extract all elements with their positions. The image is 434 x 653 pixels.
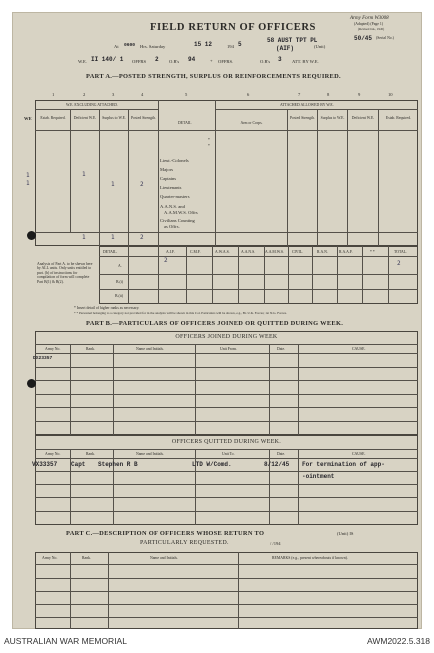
analysis-head-ran: R.A.N.: [317, 250, 328, 254]
we-side-label: WE: [24, 116, 32, 121]
col-num-8: 8: [327, 92, 330, 97]
rank-lt-col: Lieut.-Colonels: [160, 158, 189, 163]
head-arm-corps: Arm or Corps.: [240, 121, 263, 125]
quitted-head-unit: Unit To.: [222, 452, 235, 456]
punch-hole-bottom: [27, 379, 36, 388]
unit-label: (Unit): [314, 44, 326, 49]
at-label: At: [114, 44, 119, 49]
plus-sign: +: [210, 58, 213, 63]
joined-head-unit: Unit From.: [220, 347, 237, 351]
analysis-head-detail: DETAIL.: [103, 250, 118, 254]
quitted-cause-1: For termination of app-: [302, 461, 385, 468]
analysis-table: [99, 246, 418, 304]
quitted-head-rank: Rank.: [86, 452, 95, 456]
quitted-unit-to: LTD W/Comd.: [192, 461, 232, 468]
part-c-head-rank: Rank.: [82, 556, 91, 560]
head-surplus: Surplus to W.E.: [102, 116, 126, 120]
analysis-head-aif: A.I.F.: [166, 250, 175, 254]
unit-value: 58 AUST TPT PL: [267, 37, 318, 44]
quitted-rank: Capt: [71, 461, 86, 468]
col-num-6: 6: [247, 92, 250, 97]
analysis-row-a: A.: [118, 264, 122, 268]
quitted-cause-2: -ointment: [302, 473, 335, 480]
col-num-10: 10: [388, 92, 393, 97]
col-num-3: 3: [112, 92, 115, 97]
joined-head-army-no: Army No.: [45, 347, 61, 351]
footer-institution: AUSTRALIAN WAR MEMORIAL: [4, 636, 127, 646]
analysis-head-raaf: R.A.A.F.: [339, 250, 353, 254]
analysis-head-aamws: A.A.M.W.S.: [265, 250, 284, 254]
hrs-label: Hrs. Saturday: [140, 44, 166, 49]
rank-lieutenants: Lieutenants: [160, 185, 182, 190]
analysis-head-civil: CIVIL.: [292, 250, 304, 254]
hand-col1-a: 1: [26, 172, 30, 179]
serial-label: (Serial No.): [376, 36, 394, 40]
serial-value: 50/45: [354, 35, 373, 42]
col-num-9: 9: [358, 92, 361, 97]
head-posted-right: Posted Strength.: [290, 116, 315, 120]
att-allowed-heading: ATTACHED ALLOWED BY W.E.: [280, 103, 334, 107]
joined-head-rank: Rank.: [86, 347, 95, 351]
we-value: II 140/ 1: [91, 56, 124, 63]
rank-majors: Majors: [160, 167, 174, 172]
quitted-title: OFFICERS QUITTED DURING WEEK.: [171, 439, 282, 445]
part-c-unit-is: (Unit) IS: [337, 531, 354, 536]
ors-label: O.R's: [169, 59, 180, 64]
form-sheet: FIELD RETURN OF OFFICERS Army Form W3008 (Adapted) (Page 1) (Revised Jan., 1945) At 0600 Hrs. Saturday 15 12 194 5 58 AUST TPT PL (AIF) (Unit) 50/45 (Serial No.) W.E. II 140/ 1 OFFRS 2 O.R's 94 + OFFRS. O.R's 3 ATT. BY W.E. PART A.—POSTED STRENGTH, SURPLUS OR REINFORCEMENTS REQUIRED. 1 2 3 4 5 6 7 8 9 10 W.E. EXCLUDING ATTACHED. ATTACHED ALLOWED BY W.E. DETAIL WE Estab. Required. Deficient W.E. Surplus to W.E. Posted Strength. Arm or Corps. Posted Strength. Surplus to W.E. Deficient W.E. Estab. Required. * * Lieut.-Colonels Majors Captains Lieutenants Quarter-masters A.A.N.S. and A.A.M.W.S. Offrs Civilians Counting as Offrs. 1 1 1 1 2 1 1 2 Analysis of Part A. to be shewn here by ALL units. Only units entitled to part. (b) of instructions for compilation of form will complete Part B(1) & B(2). DETAIL. A.I.F. C.M.F. A.W.A.S. A.A.N.S. A.A.M.W.S. CIVIL. R.A.N. R.A.A.F. * * TOTAL. A. B.(i) B.(ii) 2 2 * Insert detail of higher ranks as necessary. * * Personnel belonging to a category not provided for in the analysis will be shown in this Col. Particulars will be shown, e.g., Br. U.K. Forces; 1st N.G. Forces. PART B.—PARTICULARS OF OFFICERS JOINED OR QUITTED DURING WEEK. OFFICERS JOINED DURING WEEK Army No. Rank. Name and Initials. Unit From. Date. CAUSE. DX23357 OFFICERS QUITTED DURING WEEK. Army No. Rank. Name and Initials. Unit To. Date. CAUSE. VX33357 Capt Stephen R B LTD W/Comd. 8/12/45 For termination of app- -ointment PART C.—DESCRIPTION OF OFFICERS WHOSE RETURN TO (Unit) IS PARTICULARLY REQUESTED. / /194 Army No. Rank. Name and Initials. REMARKS (e.g., present whereabouts if known).: [12, 12, 422, 629]
note-2: * * Personnel belonging to a category not provided for in the analysis will be shown in this Col. Particulars will be shown, e.g., Br. U.K. Forces; 1st N.G. Forces.: [74, 311, 287, 315]
col-num-7: 7: [298, 92, 301, 97]
form-ref-1: Army Form W3008: [350, 16, 389, 21]
date-value: 15 12: [194, 41, 213, 48]
form-ref-2: (Adapted) (Page 1): [354, 22, 384, 26]
quitted-date: 8/12/45: [264, 461, 290, 468]
hand-col4: 2: [140, 181, 144, 188]
part-c-head-name: Name and Initials.: [150, 556, 178, 560]
analysis-head-awas: A.W.A.S.: [215, 250, 230, 254]
part-c-head-remarks: REMARKS (e.g., present whereabouts if known).: [272, 556, 348, 560]
quitted-head-cause: CAUSE.: [352, 452, 366, 456]
hand-col3: 1: [111, 181, 115, 188]
quitted-head-name: Name and Initials.: [136, 452, 164, 456]
analysis-aif-value: 2: [164, 257, 168, 264]
att-label: ATT. BY W.E.: [292, 59, 319, 64]
ors2-value: 3: [278, 56, 282, 63]
joined-army-no: DX23357: [33, 356, 53, 361]
rank-qm: Quarter-masters: [160, 194, 190, 199]
total-col2: 1: [82, 234, 86, 241]
col-num-2: 2: [83, 92, 86, 97]
head-posted: Posted Strength.: [131, 116, 156, 120]
form-title: FIELD RETURN OF OFFICERS: [150, 22, 316, 33]
year-label: 194: [227, 44, 234, 49]
total-col4: 2: [140, 234, 144, 241]
hand-col2: 1: [82, 171, 86, 178]
rank-aans: A.A.N.S. and: [160, 204, 185, 209]
footer-accession: AWM2022.5.318: [367, 636, 430, 646]
part-c-date: / /194: [270, 541, 281, 546]
note-1: * Insert detail of higher ranks as necessary.: [74, 306, 140, 310]
analysis-row-bii: B.(ii): [115, 294, 124, 298]
col-num-4: 4: [141, 92, 144, 97]
unit-sub: (AIF): [276, 45, 295, 52]
head-deficient-right: Deficient W.E.: [351, 116, 375, 120]
we-excl-heading: W.E. EXCLUDING ATTACHED.: [66, 103, 118, 107]
analysis-head-total: TOTAL.: [394, 250, 408, 254]
col-num-1: 1: [52, 92, 55, 97]
analysis-row-bi: B.(i): [116, 280, 124, 284]
joined-head-cause: CAUSE.: [352, 347, 366, 351]
hand-col1-b: 1: [26, 180, 30, 187]
joined-title: OFFICERS JOINED DURING WEEK: [175, 334, 278, 340]
ors2-label: O.R's: [260, 59, 271, 64]
hrs-value: 0600: [124, 43, 136, 48]
col-num-5: 5: [185, 92, 188, 97]
analysis-head-aans: A.A.N.S.: [241, 250, 256, 254]
year-value: 5: [238, 41, 242, 48]
rank-civilians: Civilians Counting: [160, 218, 195, 223]
total-col3: 1: [111, 234, 115, 241]
analysis-note: Analysis of Part A. to be shewn here by ALL units. Only units entitled to part. (b) of instructions for compilation of form will complete Part B(1) & B(2).: [37, 262, 93, 284]
quitted-name: Stephen R B: [98, 461, 138, 468]
joined-head-name: Name and Initials.: [136, 347, 164, 351]
ors-value: 94: [188, 56, 196, 63]
head-estab-right: Estab. Required.: [385, 116, 412, 120]
part-a-title: PART A.—POSTED STRENGTH, SURPLUS OR REINFORCEMENTS REQUIRED.: [86, 73, 341, 80]
detail-heading: DETAIL: [178, 121, 192, 125]
rank-aamws: A.A.M.W.S. Offrs: [164, 210, 198, 215]
form-ref-3: (Revised Jan., 1945): [358, 27, 385, 31]
rank-captains: Captains: [160, 176, 177, 181]
part-c-sub: PARTICULARLY REQUESTED.: [140, 540, 229, 546]
quitted-head-army-no: Army No.: [45, 452, 61, 456]
part-c-head-army-no: Army No.: [42, 556, 58, 560]
offrs2-label: OFFRS.: [218, 59, 234, 64]
we-label: W.E.: [78, 59, 88, 64]
rank-as-offrs: as Offrs.: [164, 224, 180, 229]
analysis-head-other: * *: [370, 250, 375, 254]
quitted-head-date: Date.: [277, 452, 286, 456]
head-deficient: Deficient W.E.: [73, 116, 97, 120]
head-surplus-right: Surplus to W.E.: [320, 116, 345, 120]
head-estab-required: Estab. Required.: [40, 116, 66, 120]
offrs-label: OFFRS: [132, 59, 147, 64]
part-b-title: PART B.—PARTICULARS OF OFFICERS JOINED OR QUITTED DURING WEEK.: [86, 320, 344, 327]
analysis-total-value: 2: [397, 260, 401, 267]
quitted-army-no: VX33357: [32, 461, 58, 468]
joined-head-date: Date.: [277, 347, 286, 351]
offrs-value: 2: [155, 56, 159, 63]
punch-hole-top: [27, 231, 36, 240]
analysis-head-cmf: C.M.F.: [190, 250, 201, 254]
part-c-title: PART C.—DESCRIPTION OF OFFICERS WHOSE RETURN TO: [66, 530, 265, 537]
